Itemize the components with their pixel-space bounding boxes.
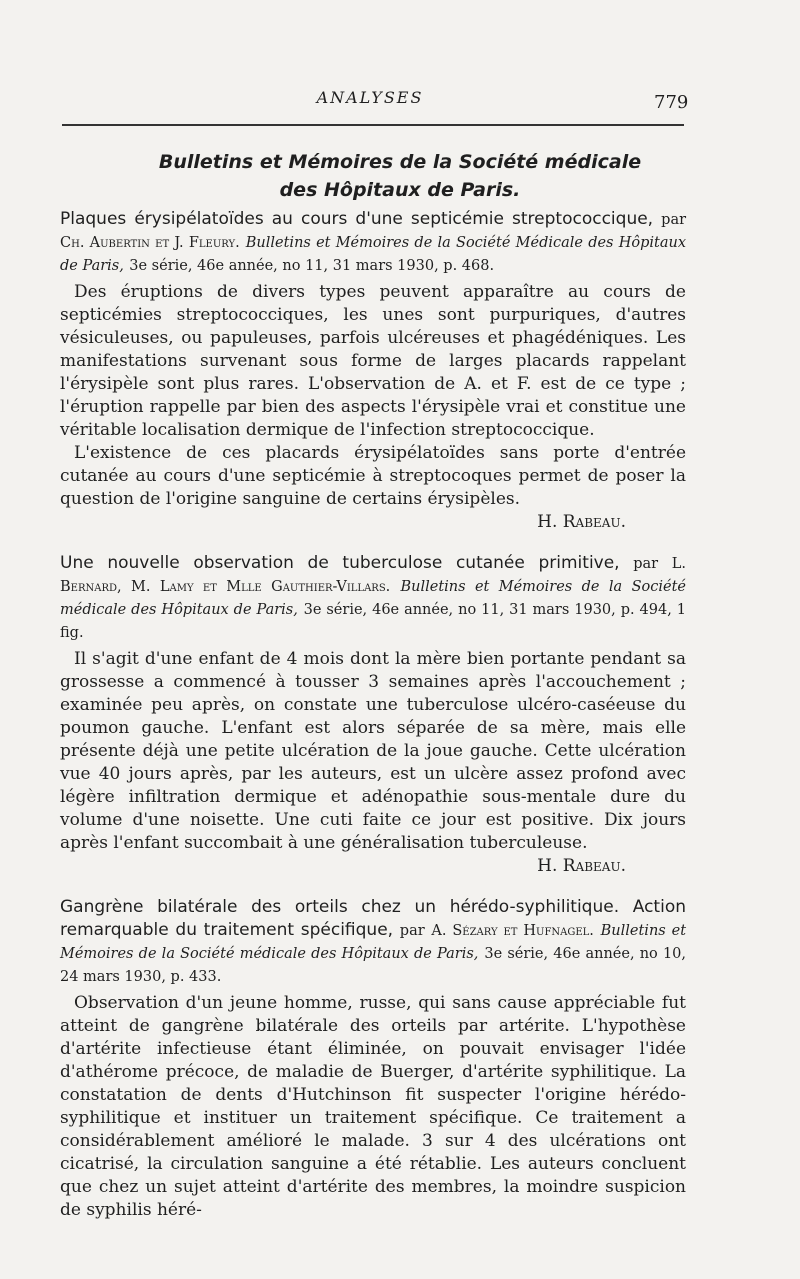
article-abstract (60, 281, 686, 511)
article-header (60, 552, 686, 644)
article-source: Bulletins et Mémoires de la Société médicale des Hôpitaux de Paris, (60, 579, 686, 618)
article-header (60, 208, 686, 277)
article-signature: H. Rabeau. (537, 856, 626, 876)
article-par: par (661, 212, 687, 228)
article-reference: 3e série, 46e année, no 11, 31 mars 1930, p. 494, 1 fig. (60, 602, 687, 641)
header-rule (62, 124, 684, 126)
article-title: Plaques érysipélatoïdes au cours d'une septicémie streptococcique, (60, 209, 654, 229)
page-number: 779 (654, 92, 689, 113)
article-authors: Ch. Aubertin et J. Fleury. (60, 235, 240, 251)
article-title: Gangrène bilatérale des orteils chez un hérédo-syphilitique. Action remarquable du traitement spécifique, (60, 897, 686, 940)
article-header (60, 896, 686, 988)
article-abstract (60, 992, 686, 1222)
paragraph: L'existence de ces placards érysipélatoïdes sans porte d'entrée cutanée au cours d'une septicémie à streptocoques permet de poser la question de l'origine sanguine de certains érysipèles. (60, 443, 686, 509)
journal-title-line-1: Bulletins et Mémoires de la Société médicale (158, 151, 642, 173)
journal-title (60, 148, 740, 204)
article-source: Bulletins et Mémoires de la Société Médicale des Hôpitaux de Paris, (60, 235, 687, 274)
article-source: Bulletins et Mémoires de la Société médicale des Hôpitaux de Paris, (60, 923, 687, 962)
paragraph: Il s'agit d'une enfant de 4 mois dont la mère bien portante pendant sa grossesse a commencé à tousser 3 semaines après l'accouchement ; examinée peu après, on constate une tuberculose ulcéro-caséeuse du poumon gauche. L'enfant est alors séparée de sa mère, mais elle présente déjà une petite ulcération de la joue gauche. Cette ulcération vue 40 jours après, par les auteurs, est un ulcère assez profond avec légère infiltration dermique et adénopathie sous-mentale dure du volume d'une noisette. Une cuti faite ce jour est positive. Dix jours après l'enfant succombait à une généralisation tuberculeuse. (60, 649, 686, 853)
article-signature: H. Rabeau. (537, 512, 626, 532)
article-2 (60, 552, 686, 878)
article-par: par (399, 923, 425, 939)
journal-title-line-2: des Hôpitaux de Paris. (279, 179, 521, 201)
article-abstract (60, 648, 686, 855)
article-par: par (633, 556, 659, 572)
paragraph: Observation d'un jeune homme, russe, qui sans cause appréciable fut atteint de gangrène bilatérale des orteils par artérite. L'hypothèse d'artérite infectieuse étant éliminée, on pouvait envisager l'idée d'athérome précoce, de maladie de Buerger, d'artérite syphilitique. La constatation de dents d'Hutchinson fit suspecter l'origine hérédo-syphilitique et instituer un traitement spécifique. Ce traitement a considérablement amélioré le malade. 3 sur 4 des ulcérations ont cicatrisé, la circulation sanguine a été rétablie. Les auteurs concluent que chez un sujet atteint d'artérite des membres, la moindre suspicion de syphilis héré- (60, 993, 686, 1220)
article-reference: 3e série, 46e année, no 11, 31 mars 1930, p. 468. (129, 258, 495, 274)
article-3 (60, 896, 686, 1222)
article-title: Une nouvelle observation de tuberculose cutanée primitive, (60, 553, 620, 573)
articles (60, 208, 686, 1222)
paragraph: Des éruptions de divers types peuvent apparaître au cours de septicémies streptococciques, les unes sont purpuriques, d'autres vésiculeuses, ou papuleuses, parfois ulcéreuses et phagédéniques. Les manifestations survenant sous forme de larges placards rappelant l'érysipèle sont plus rares. L'observation de A. et F. est de ce type ; l'éruption rappelle par bien des aspects l'érysipèle vrai et constitue une véritable localisation dermique de l'infection streptococcique. (60, 282, 686, 440)
article-authors: L. Bernard, M. Lamy et Mlle Gauthier-Villars. (60, 556, 687, 595)
running-head: ANALYSES (316, 88, 424, 107)
article-reference: 3e série, 46e année, no 10, 24 mars 1930, p. 433. (60, 946, 687, 985)
article-1 (60, 208, 686, 534)
article-authors: A. Sézary et Hufnagel. (431, 923, 594, 939)
